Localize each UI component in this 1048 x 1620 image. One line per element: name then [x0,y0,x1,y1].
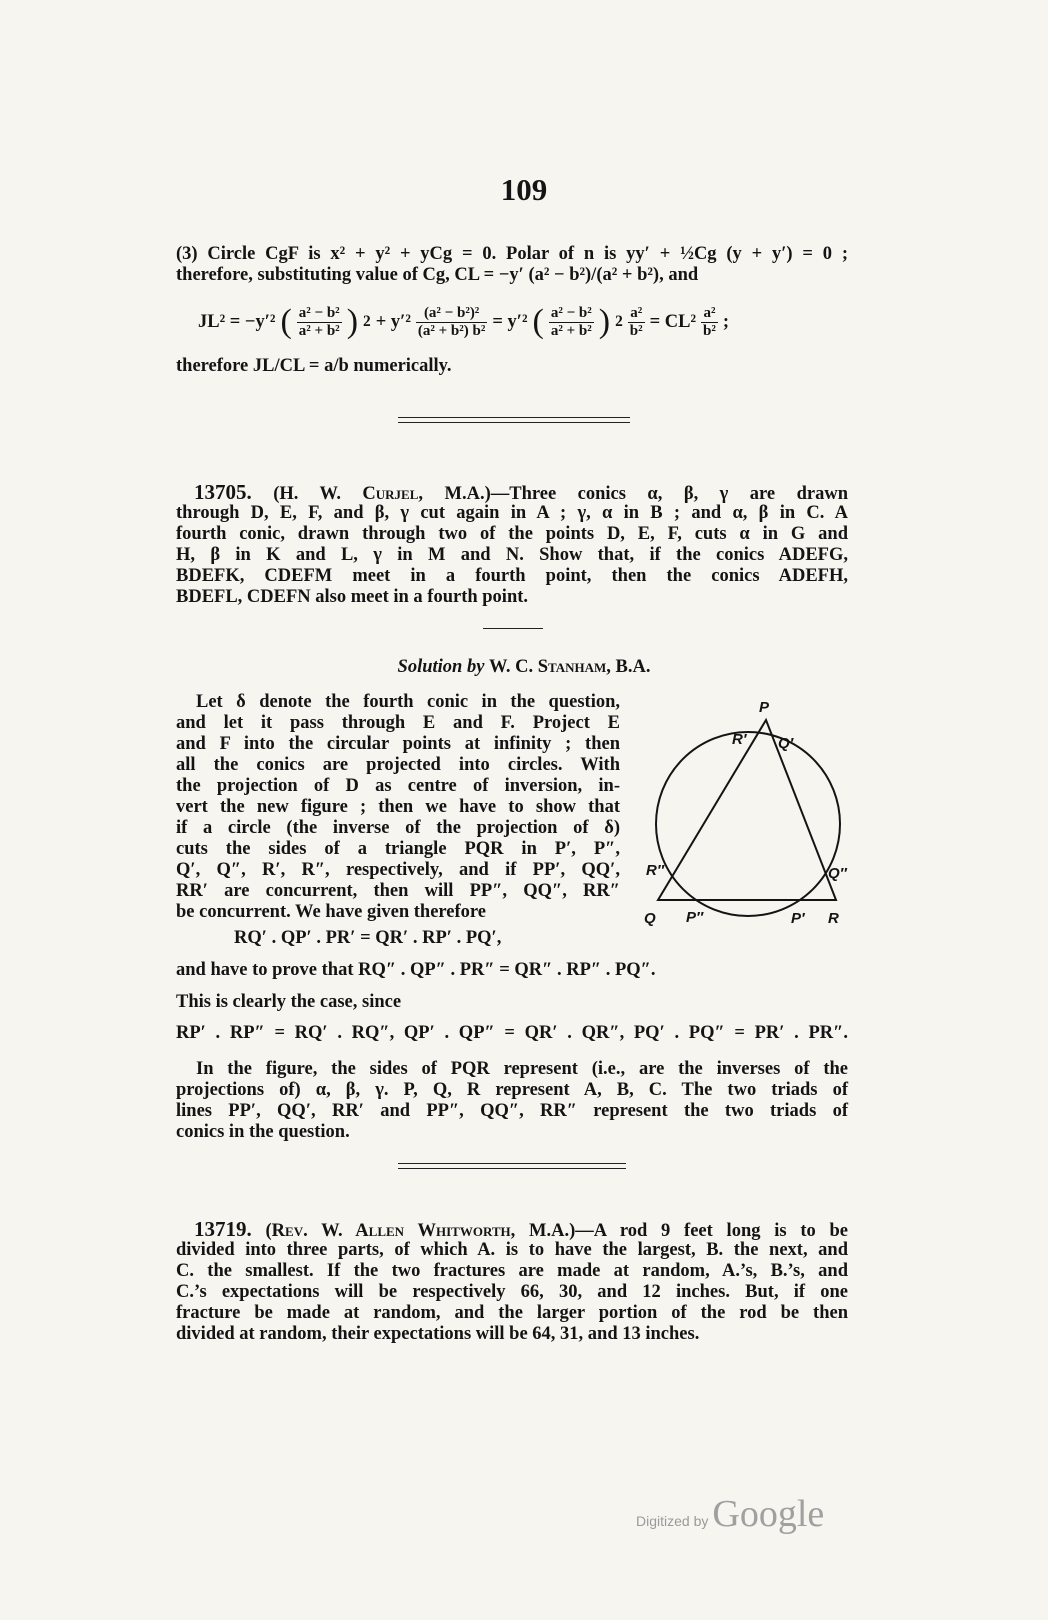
triangle-pqr [658,720,836,900]
problem-13719-line: C.’s expectations will be respectively 66, 30, and 12 inches. But, if one [176,1282,848,1302]
problem-13705-line: H, β in K and L, γ in M and N. Show that, if the conics ADEFG, [176,545,848,565]
paragraph-line: lines PP′, QQ′, RR′ and PP″, QQ″, RR″ represent the two triads of [176,1101,848,1121]
solution-col-last: be concurrent. We have given therefore [176,902,486,922]
jl-equation [198,292,729,352]
problem-text: —A rod 9 feet long is to be [575,1221,849,1241]
label-p: P [759,699,770,716]
eq-equals-3: = CL² [649,311,697,332]
problem-13719-last-line: divided at random, their expectations will be 64, 31, and 13 inches. [176,1324,700,1344]
solution-col-line: RR′ are concurrent, then will PP″, QQ″, RR″ [176,881,620,901]
solution-col-line: if a circle (the inverse of the projection of δ) [176,818,620,838]
relations-line: RP′ . RP″ = RQ′ . RQ″, QP′ . QP″ = QR′ . QR″, PQ′ . PQ″ = PR′ . PR″. [176,1023,848,1043]
eq-equals-2: = y′² [492,311,528,332]
problem-text: —Three conics α, β, γ are drawn [490,484,848,504]
clearly-line: This is clearly the case, since [176,992,402,1012]
eq-square-1: 2 [363,313,371,330]
label-r-prime: R′ [732,731,747,748]
label-q-prime: Q′ [778,735,794,752]
problem-13705-last-line: BDEFL, CDEFN also meet in a fourth point. [176,587,529,607]
separator-rule [398,422,630,423]
solution-author: W. C. Stanham, B.A. [489,657,651,677]
solution-col-line: and F into the circular points at infinity ; then [176,734,620,754]
problem-13705-line: fourth conic, drawn through two of the points D, E, F, cuts α in G and [176,524,848,544]
problem-13705-line: through D, E, F, and β, γ cut again in A ; γ, α in B ; and α, β in C. A [176,503,848,523]
solution-col-line: vert the new figure ; then we have to show that [176,797,620,817]
paren-open: ( [532,303,544,340]
eq-fraction-4: $\frac{\text{a²}}{\text{b²}}$ [629,304,643,339]
credit-small-text: Digitized by [636,1513,709,1529]
paren-close: ) [598,303,611,340]
digitized-credit [636,1492,824,1536]
eq-fraction-5: $\frac{\text{a²}}{\text{b²}}$ [703,304,716,339]
solution-col-line: Let δ denote the fourth conic in the question, [196,692,620,712]
problem-13719-line: fracture be made at random, and the larger portion of the rod be then [176,1303,848,1323]
paragraph-line: projections of) α, β, γ. P, Q, R represent A, B, C. The two triads of [176,1080,848,1100]
label-q-double-prime: Q″ [828,865,847,882]
problem-author: (H. W. Curjel, M.A.) [273,484,491,504]
problem-13719-line: divided into three parts, of which A. is to have the largest, B. the next, and [176,1240,848,1260]
inverse-circle [656,732,840,916]
eq-square-3: 2 [615,313,623,330]
paragraph-last: conics in the question. [176,1122,350,1142]
prove-line: and have to prove that RQ″ . QP″ . PR″ = QR″ . RP″ . PQ″. [176,960,656,980]
solution-col-line: Q′, Q″, R′, R″, respectively, and if PP′, QQ′, [176,860,620,880]
solution-heading [0,657,1048,678]
label-r-double-prime: R″ [646,862,665,879]
problem-13705-first-line [176,482,848,505]
given-equation: RQ′ . QP′ . PR′ = QR′ . RP′ . PQ′, [234,928,502,948]
label-p-prime: P′ [791,910,805,927]
paren-close: ) [346,303,359,340]
solution-heading-italic: Solution by [397,657,485,677]
label-r: R [828,910,839,927]
paragraph-line: In the figure, the sides of PQR represent (i.e., are the inverses of the [196,1059,848,1079]
label-q: Q [644,910,656,927]
separator-rule [398,1163,626,1164]
problem-number: 13719. [194,1217,252,1241]
part3-line3: therefore JL/CL = a/b numerically. [176,356,452,376]
problem-author: (Rev. W. Allen Whitworth, M.A.) [265,1221,576,1241]
eq-fraction-1: $\frac{\text{a² − b²}}{\text{a² + b²}}$ [298,304,340,339]
short-rule [483,628,543,629]
problem-13719-line: C. the smallest. If the two fractures are made at random, A.’s, B.’s, and [176,1261,848,1281]
solution-col-line: the projection of D as centre of inversion, in- [176,776,620,796]
eq-end: ; [722,311,730,332]
page-number: 109 [500,172,548,207]
part3-line1: (3) Circle CgF is x² + y² + yCg = 0. Polar of n is yy′ + ½Cg (y + y′) = 0 ; [176,244,848,264]
eq-lhs: JL² = −y′² [198,311,276,332]
label-p-double-prime: P″ [686,909,704,926]
paren-open: ( [280,303,292,340]
separator-rule [398,1168,626,1169]
part3-line2: therefore, substituting value of Cg, CL = −y′ (a² − b²)/(a² + b²), and [176,265,699,285]
google-logo-text: Google [712,1493,825,1535]
eq-plus: + y′² [375,311,411,332]
problem-number: 13705. [194,480,252,504]
separator-rule [398,417,630,418]
solution-col-line: all the conics are projected into circles. With [176,755,620,775]
problem-13719-first-line [176,1219,848,1242]
triangle-circle-figure [636,690,856,940]
solution-col-line: cuts the sides of a triangle PQR in P′, P″, [176,839,620,859]
eq-fraction-3: $\frac{\text{a² − b²}}{\text{a² + b²}}$ [550,304,592,339]
solution-col-line: and let it pass through E and F. Project E [176,713,620,733]
problem-13705-line: BDEFK, CDEFM meet in a fourth point, then the conics ADEFH, [176,566,848,586]
eq-fraction-2: $\frac{\text{(a² − b²)²}}{\text{(a² + b²) b²}}$ [417,304,486,339]
